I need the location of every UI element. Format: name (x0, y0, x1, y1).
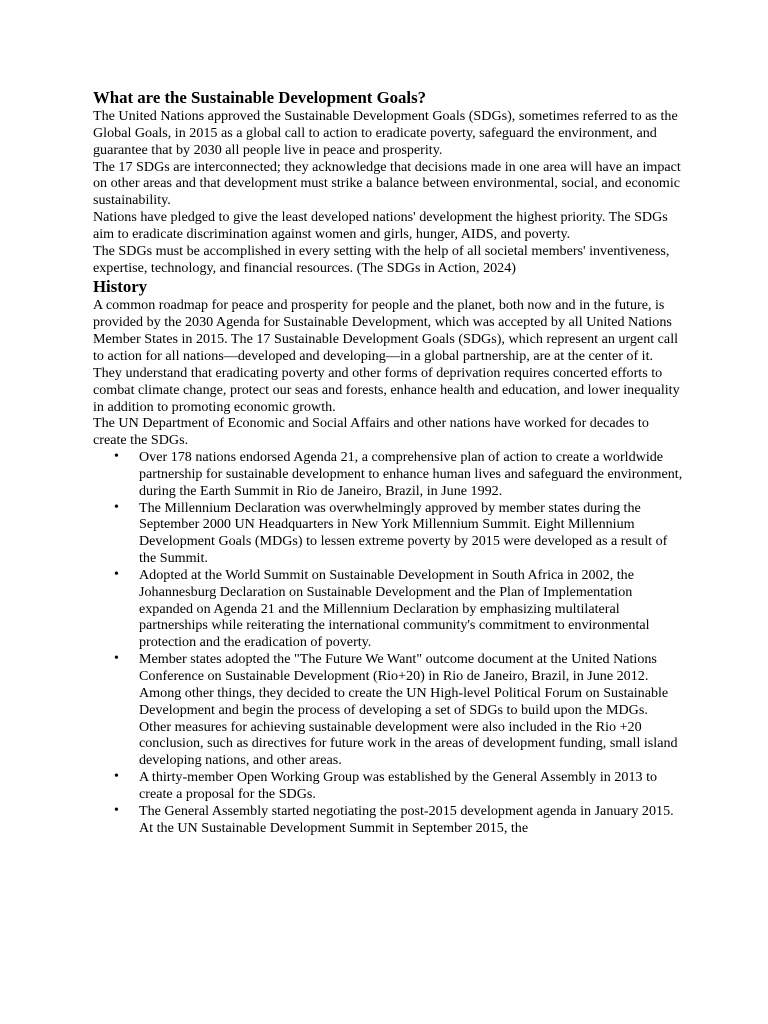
bullet-icon: • (114, 651, 119, 667)
list-item-text: Member states adopted the "The Future We Want" outcome document at the United Nations Conference on Sustainable Development (Rio+20) in Rio de Janeiro, Brazil, in June 2012. Among other things, they decided to create the UN High-level Political Forum on Sustainable Development and begin the process of developing a set of SDGs to build upon the MDGs. Other measures for achieving sustainable development were also included in the Rio +20 conclusion, such as directives for future work in the areas of development funding, small island developing nations, and other areas. (139, 651, 678, 769)
bullet-icon: • (114, 802, 119, 818)
sdg-heading: What are the Sustainable Development Goals? (93, 88, 426, 107)
bullet-icon: • (114, 449, 119, 465)
history-bullet-list (93, 449, 683, 836)
history-paragraph-2: The UN Department of Economic and Social Affairs and other nations have worked for decades to create the SDGs. (93, 415, 649, 449)
sdg-paragraph-4: The SDGs must be accomplished in every setting with the help of all societal members' inventiveness, expertise, technology, and financial resources. (The SDGs in Action, 2024) (93, 242, 670, 276)
bullet-icon: • (114, 499, 119, 515)
history-heading: History (93, 277, 148, 297)
list-item-text: The General Assembly started negotiating the post-2015 development agenda in January 2015. At the UN Sustainable Development Summit in September 2015, the (139, 802, 674, 836)
list-item-text: The Millennium Declaration was overwhelmingly approved by member states during the September 2000 UN Headquarters in New York Millennium Summit. Eight Millennium Development Goals (MDGs) to lessen extreme poverty by 2015 were developed as a result of the Summit. (139, 499, 668, 567)
bullet-icon: • (114, 566, 119, 582)
list-item-text: Over 178 nations endorsed Agenda 21, a comprehensive plan of action to create a worldwide partnership for sustainable development to enhance human lives and safeguard the environment, during the Earth Summit in Rio de Janeiro, Brazil, in June 1992. (139, 449, 683, 499)
list-item (93, 651, 683, 769)
sdg-paragraph-2: The 17 SDGs are interconnected; they acknowledge that decisions made in one area will have an impact on other areas and that development must strike a balance between environmental, social, and economic sustainability. (93, 158, 681, 209)
history-paragraph-1: A common roadmap for peace and prosperity for people and the planet, both now and in the future, is provided by the 2030 Agenda for Sustainable Development, which was accepted by all United Nations Member States in 2015. The 17 Sustainable Development Goals (SDGs), which represent an urgent call to action for all nations—developed and developing—in a global partnership, are at the center of it. They understand that eradicating poverty and other forms of deprivation requires concerted efforts to combat climate change, protect our seas and forests, enhance health and education, and lower inequality in addition to promoting economic growth. (93, 297, 680, 415)
sdg-paragraph-1: The United Nations approved the Sustainable Development Goals (SDGs), sometimes referred to as the Global Goals, in 2015 as a global call to action to eradicate poverty, safeguard the environment, and guarantee that by 2030 all people live in peace and prosperity. (93, 108, 678, 158)
document-page (93, 87, 683, 836)
list-item (93, 567, 683, 651)
list-item (93, 449, 683, 500)
list-item (93, 803, 683, 837)
list-item (93, 769, 683, 803)
list-item-text: A thirty-member Open Working Group was established by the General Assembly in 2013 to create a proposal for the SDGs. (139, 769, 658, 802)
list-item (93, 500, 683, 567)
bullet-icon: • (114, 769, 119, 785)
list-item-text: Adopted at the World Summit on Sustainable Development in South Africa in 2002, the Johannesburg Declaration on Sustainable Development and the Plan of Implementation expanded on Agenda 21 and the Millennium Declaration by emphasizing multilateral partnerships while reiterating the international community's commitment to environmental protection and the eradication of poverty. (139, 566, 650, 651)
sdg-paragraph-3: Nations have pledged to give the least developed nations' development the highest priority. The SDGs aim to eradicate discrimination against women and girls, hunger, AIDS, and poverty. (93, 209, 668, 242)
